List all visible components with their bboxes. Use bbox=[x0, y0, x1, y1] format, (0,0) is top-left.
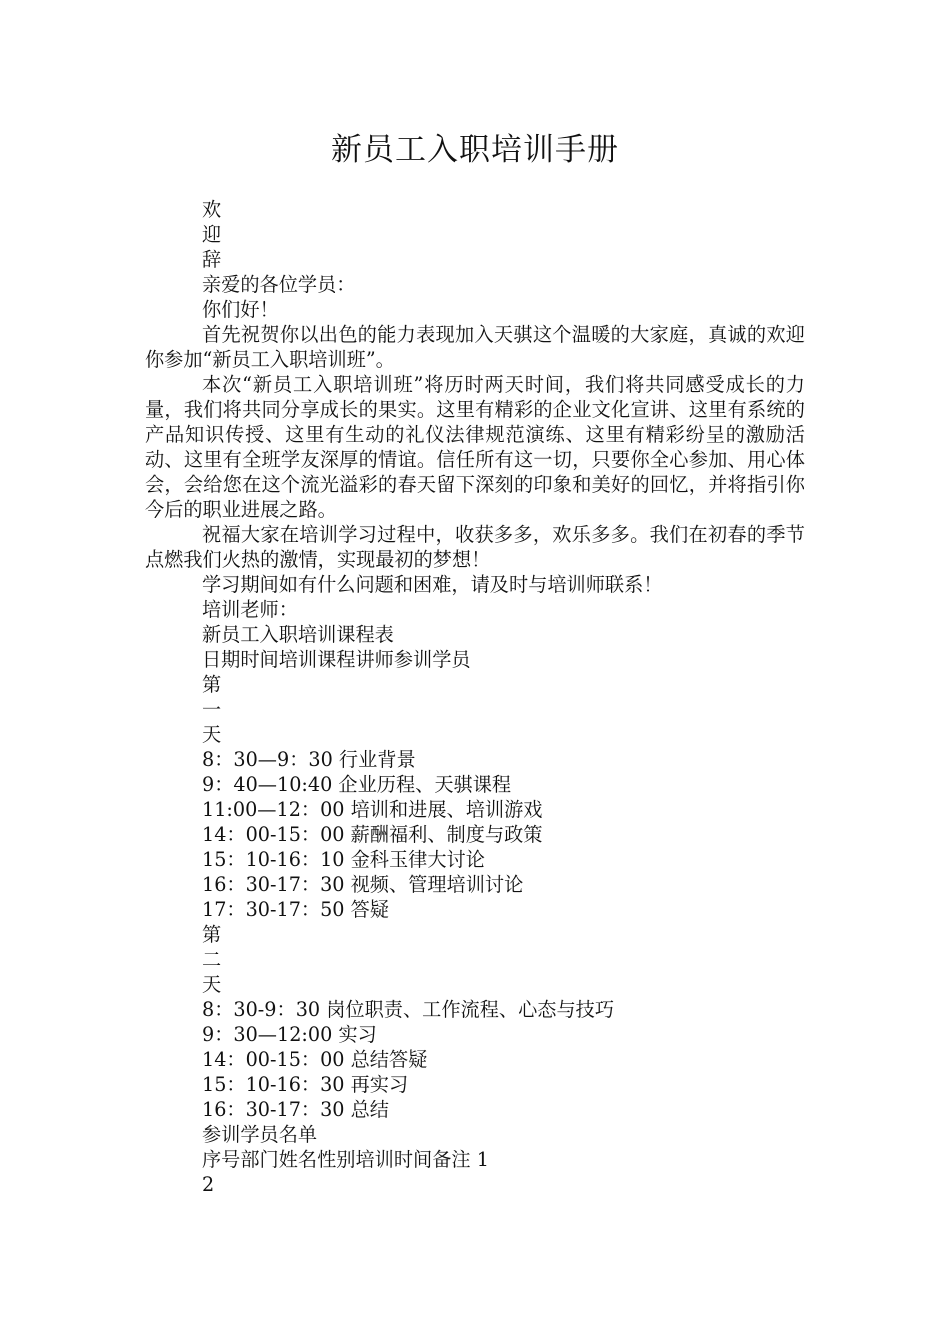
schedule-item: 15：10-16：30 再实习 bbox=[202, 1073, 409, 1096]
welcome-char: 迎 bbox=[202, 223, 222, 246]
schedule-item: 9：40—10:40 企业历程、天骐课程 bbox=[202, 773, 512, 796]
schedule-item: 15：10-16：10 金科玉律大讨论 bbox=[202, 848, 485, 871]
day2-label-char: 第 bbox=[202, 923, 222, 946]
schedule-item: 9：30—12:00 实习 bbox=[202, 1023, 377, 1046]
day1-label-char: 天 bbox=[202, 723, 222, 746]
welcome-char: 欢 bbox=[202, 198, 222, 221]
day2-label-char: 二 bbox=[202, 948, 222, 971]
schedule-item: 8：30-9：30 岗位职责、工作流程、心态与技巧 bbox=[202, 998, 615, 1021]
paragraph: 祝福大家在培训学习过程中，收获多多，欢乐多多。我们在初春的季节点燃我们火热的激情，实现最初的梦想！ bbox=[145, 523, 805, 571]
hello: 你们好！ bbox=[202, 298, 279, 321]
greeting: 亲爱的各位学员： bbox=[202, 273, 356, 296]
roster-title: 参训学员名单 bbox=[202, 1123, 318, 1146]
roster-row: 2 bbox=[202, 1173, 215, 1196]
trainer-label: 培训老师： bbox=[202, 598, 298, 621]
schedule-item: 14：00-15：00 总结答疑 bbox=[202, 1048, 428, 1071]
schedule-item: 17：30-17：50 答疑 bbox=[202, 898, 389, 921]
roster-header: 序号部门姓名性别培训时间备注 1 bbox=[202, 1148, 489, 1171]
schedule-title: 新员工入职培训课程表 bbox=[202, 623, 394, 646]
schedule-item: 14：00-15：00 薪酬福利、制度与政策 bbox=[202, 823, 543, 846]
document-body bbox=[145, 197, 805, 1197]
schedule-header: 日期时间培训课程讲师参训学员 bbox=[202, 648, 471, 671]
schedule-item: 8：30—9：30 行业背景 bbox=[202, 748, 416, 771]
paragraph: 本次“新员工入职培训班”将历时两天时间，我们将共同感受成长的力量，我们将共同分享成长的果实。这里有精彩的企业文化宣讲、这里有系统的产品知识传授、这里有生动的礼仪法律规范演练、这里有精彩纷呈的激励活动、这里有全班学友深厚的情谊。信任所有这一切，只要你全心参加、用心体会，会给您在这个流光溢彩的春天留下深刻的印象和美好的回忆，并将指引你今后的职业进展之路。 bbox=[145, 373, 805, 521]
day1-label-char: 第 bbox=[202, 673, 222, 696]
schedule-item: 16：30-17：30 视频、管理培训讨论 bbox=[202, 873, 524, 896]
day1-label-char: 一 bbox=[202, 698, 222, 721]
schedule-item: 11:00—12：00 培训和进展、培训游戏 bbox=[202, 798, 543, 821]
schedule-item: 16：30-17：30 总结 bbox=[202, 1098, 389, 1121]
day2-label-char: 天 bbox=[202, 973, 222, 996]
paragraph: 首先祝贺你以出色的能力表现加入天骐这个温暖的大家庭，真诚的欢迎你参加“新员工入职培训班”。 bbox=[145, 323, 805, 371]
contact-note: 学习期间如有什么问题和困难，请及时与培训师联系！ bbox=[202, 573, 663, 596]
document-title: 新员工入职培训手册 bbox=[331, 132, 619, 168]
welcome-char: 辞 bbox=[202, 248, 222, 271]
